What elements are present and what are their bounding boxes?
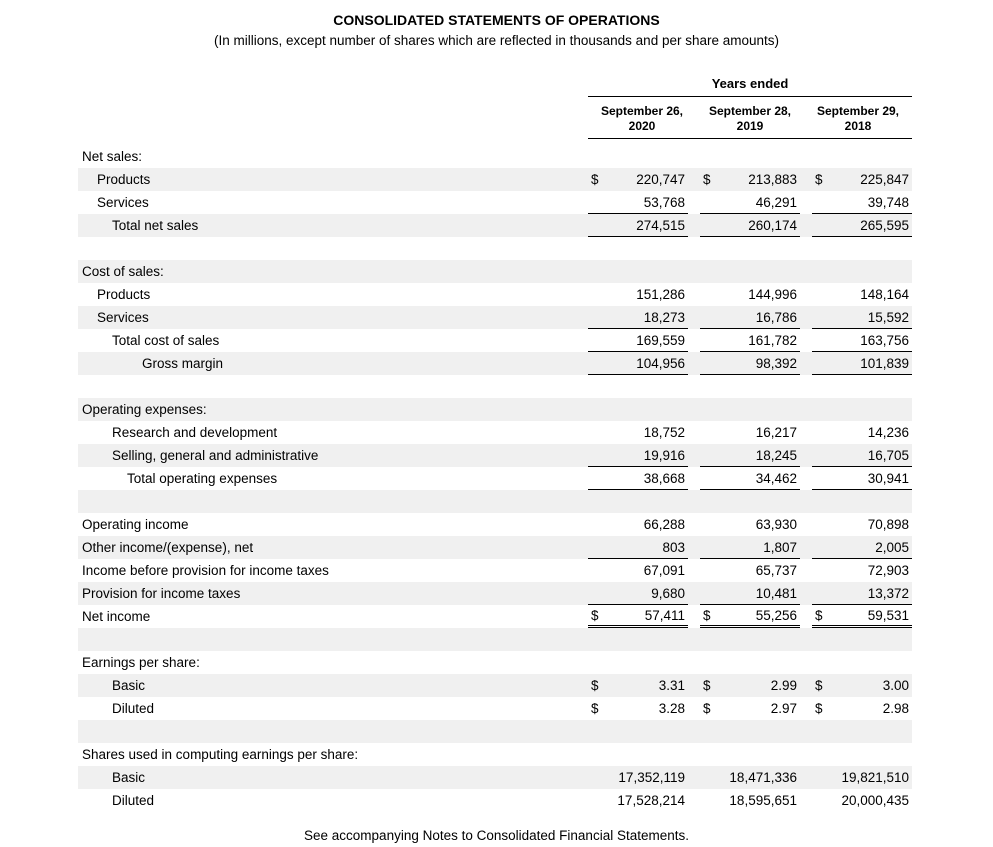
cell-value: 2.97 bbox=[770, 701, 797, 716]
cell-value: 57,411 bbox=[644, 607, 685, 623]
cell-value: 18,471,336 bbox=[729, 770, 797, 785]
table-row bbox=[78, 674, 912, 697]
currency-symbol: $ bbox=[815, 701, 823, 716]
value-cell bbox=[688, 214, 800, 237]
spacer-row bbox=[78, 490, 912, 513]
row-label-cell bbox=[78, 743, 576, 766]
value-cell bbox=[576, 260, 688, 283]
table-row bbox=[78, 559, 912, 582]
cell-value: 65,737 bbox=[755, 563, 797, 578]
row-label-cell bbox=[78, 260, 576, 283]
value-cell bbox=[576, 582, 688, 605]
value-cell bbox=[688, 490, 800, 513]
value-cell bbox=[576, 536, 688, 559]
row-label-cell bbox=[78, 628, 576, 651]
cell-value: 3.28 bbox=[658, 701, 685, 716]
value-cell bbox=[800, 306, 912, 329]
value-cell bbox=[688, 444, 800, 467]
cell-value: 225,847 bbox=[860, 172, 910, 187]
cell-value: 20,000,435 bbox=[841, 793, 910, 808]
currency-symbol: $ bbox=[703, 607, 711, 623]
cell-value: 169,559 bbox=[636, 332, 685, 348]
table-row bbox=[78, 605, 912, 628]
row-label-cell bbox=[78, 352, 576, 375]
row-label-cell bbox=[78, 237, 576, 260]
column-header-year: 2018 bbox=[844, 119, 872, 133]
currency-symbol: $ bbox=[815, 607, 823, 623]
row-label-cell bbox=[78, 697, 576, 720]
row-label-cell bbox=[78, 536, 576, 559]
row-label-cell bbox=[78, 720, 576, 743]
cell-value: 17,528,214 bbox=[617, 793, 685, 808]
value-cell bbox=[688, 651, 800, 674]
row-label: Income before provision for income taxes bbox=[82, 563, 329, 578]
value-cell bbox=[688, 329, 800, 352]
table-row bbox=[78, 536, 912, 559]
value-cell bbox=[576, 283, 688, 306]
table-row bbox=[78, 283, 912, 306]
header-spacer-cell bbox=[78, 97, 576, 145]
value-cell bbox=[576, 720, 688, 743]
table-row bbox=[78, 444, 912, 467]
spacer-row bbox=[78, 720, 912, 743]
value-cell bbox=[576, 743, 688, 766]
value-cell bbox=[688, 467, 800, 490]
table-row bbox=[78, 352, 912, 375]
row-label: Earnings per share: bbox=[82, 655, 200, 670]
row-label-cell bbox=[78, 651, 576, 674]
cell-value: 213,883 bbox=[748, 172, 797, 187]
cell-value: 39,748 bbox=[867, 194, 910, 210]
value-cell bbox=[688, 582, 800, 605]
value-cell bbox=[688, 237, 800, 260]
cell-value: 63,930 bbox=[755, 517, 797, 532]
value-cell bbox=[800, 490, 912, 513]
currency-symbol: $ bbox=[815, 172, 823, 187]
row-label: Total operating expenses bbox=[127, 471, 278, 486]
cell-value: 34,462 bbox=[755, 470, 797, 486]
cell-value: 18,273 bbox=[643, 309, 685, 325]
cell-value: 66,288 bbox=[643, 517, 685, 532]
value-cell bbox=[576, 766, 688, 789]
value-cell bbox=[800, 651, 912, 674]
value-cell bbox=[800, 628, 912, 651]
cell-value: 2.99 bbox=[770, 678, 797, 693]
currency-symbol: $ bbox=[591, 172, 599, 187]
value-cell bbox=[576, 444, 688, 467]
cell-value: 265,595 bbox=[860, 217, 910, 233]
cell-value: 55,256 bbox=[755, 607, 797, 623]
currency-symbol: $ bbox=[591, 607, 599, 623]
value-cell bbox=[800, 536, 912, 559]
table-row bbox=[78, 766, 912, 789]
value-cell bbox=[800, 145, 912, 168]
cell-value: 18,595,651 bbox=[729, 793, 797, 808]
spacer-row bbox=[78, 628, 912, 651]
value-cell bbox=[576, 145, 688, 168]
document-subtitle: (In millions, except number of shares which are reflected in thousands and per share amounts) bbox=[213, 33, 780, 48]
value-cell bbox=[800, 582, 912, 605]
row-label: Operating expenses: bbox=[82, 402, 207, 417]
value-cell bbox=[688, 375, 800, 398]
row-label-cell bbox=[78, 605, 576, 628]
row-label: Products bbox=[97, 287, 151, 302]
value-cell bbox=[688, 513, 800, 536]
cell-value: 72,903 bbox=[867, 563, 910, 578]
table-row bbox=[78, 329, 912, 352]
spacer-row bbox=[78, 237, 912, 260]
table-row bbox=[78, 697, 912, 720]
column-header-year: 2019 bbox=[736, 119, 764, 133]
row-label: Cost of sales: bbox=[82, 264, 164, 279]
period-header-cell bbox=[576, 74, 912, 97]
row-label: Selling, general and administrative bbox=[112, 448, 319, 463]
table-row bbox=[78, 306, 912, 329]
column-header-date: September 26, bbox=[600, 104, 684, 118]
value-cell bbox=[688, 398, 800, 421]
column-headers-group bbox=[588, 97, 912, 139]
value-cell bbox=[688, 789, 800, 812]
value-cell bbox=[576, 421, 688, 444]
value-cell bbox=[576, 398, 688, 421]
currency-symbol: $ bbox=[591, 678, 599, 693]
column-header-fy2020 bbox=[588, 104, 696, 134]
table-row bbox=[78, 421, 912, 444]
row-label-cell bbox=[78, 421, 576, 444]
value-cell bbox=[688, 191, 800, 214]
table-row bbox=[78, 513, 912, 536]
value-cell bbox=[576, 306, 688, 329]
document-footer bbox=[0, 828, 993, 843]
currency-symbol: $ bbox=[703, 678, 711, 693]
value-cell bbox=[688, 697, 800, 720]
value-cell bbox=[576, 490, 688, 513]
column-header-row bbox=[78, 97, 912, 145]
value-cell bbox=[688, 145, 800, 168]
value-cell bbox=[800, 697, 912, 720]
cell-value: 19,916 bbox=[643, 447, 685, 463]
value-cell bbox=[688, 283, 800, 306]
value-cell bbox=[688, 421, 800, 444]
value-cell bbox=[688, 720, 800, 743]
column-header-year: 2020 bbox=[628, 119, 656, 133]
cell-value: 30,941 bbox=[867, 470, 910, 486]
value-cell bbox=[688, 352, 800, 375]
cell-value: 53,768 bbox=[643, 194, 685, 210]
spacer-row bbox=[78, 375, 912, 398]
column-header-date: September 28, bbox=[708, 104, 792, 118]
value-cell bbox=[576, 789, 688, 812]
value-cell bbox=[800, 720, 912, 743]
value-cell bbox=[800, 444, 912, 467]
table-row bbox=[78, 191, 912, 214]
row-label-cell bbox=[78, 375, 576, 398]
value-cell bbox=[800, 766, 912, 789]
row-label: Operating income bbox=[82, 517, 189, 532]
cell-value: 70,898 bbox=[867, 517, 910, 532]
value-cell bbox=[576, 329, 688, 352]
footer-note: See accompanying Notes to Consolidated Financial Statements. bbox=[304, 828, 689, 843]
currency-symbol: $ bbox=[591, 701, 599, 716]
row-label-cell bbox=[78, 145, 576, 168]
row-label-cell bbox=[78, 329, 576, 352]
value-cell bbox=[576, 513, 688, 536]
cell-value: 16,786 bbox=[755, 309, 797, 325]
value-cell bbox=[576, 628, 688, 651]
row-label-cell bbox=[78, 283, 576, 306]
value-cell bbox=[800, 513, 912, 536]
value-cell bbox=[576, 674, 688, 697]
value-cell bbox=[688, 306, 800, 329]
cell-value: 1,807 bbox=[763, 539, 797, 555]
section-row bbox=[78, 743, 912, 766]
value-cell bbox=[688, 628, 800, 651]
row-label: Shares used in computing earnings per share: bbox=[82, 747, 359, 762]
value-cell bbox=[800, 743, 912, 766]
value-cell bbox=[800, 214, 912, 237]
statement-table bbox=[78, 74, 912, 812]
value-cell bbox=[688, 743, 800, 766]
currency-symbol: $ bbox=[703, 172, 711, 187]
value-cell bbox=[800, 467, 912, 490]
value-cell bbox=[800, 329, 912, 352]
table-row bbox=[78, 582, 912, 605]
value-cell bbox=[800, 168, 912, 191]
value-cell bbox=[800, 398, 912, 421]
value-cell bbox=[576, 605, 688, 628]
cell-value: 17,352,119 bbox=[618, 770, 685, 785]
row-label-cell bbox=[78, 444, 576, 467]
cell-value: 151,286 bbox=[636, 287, 685, 302]
value-cell bbox=[688, 260, 800, 283]
row-label: Total cost of sales bbox=[112, 333, 220, 348]
period-header-label: Years ended bbox=[588, 76, 912, 97]
value-cell bbox=[576, 237, 688, 260]
row-label: Provision for income taxes bbox=[82, 586, 241, 601]
cell-value: 10,481 bbox=[755, 585, 797, 601]
row-label: Diluted bbox=[112, 701, 155, 716]
table-row bbox=[78, 214, 912, 237]
row-label-cell bbox=[78, 214, 576, 237]
header-spacer-cell bbox=[78, 74, 576, 97]
value-cell bbox=[800, 789, 912, 812]
value-cell bbox=[800, 674, 912, 697]
cell-value: 3.00 bbox=[882, 678, 910, 693]
value-cell bbox=[576, 559, 688, 582]
row-label: Services bbox=[97, 195, 149, 210]
cell-value: 163,756 bbox=[860, 332, 910, 348]
value-cell bbox=[576, 168, 688, 191]
value-cell bbox=[800, 605, 912, 628]
value-cell bbox=[800, 375, 912, 398]
cell-value: 15,592 bbox=[867, 309, 910, 325]
cell-value: 3.31 bbox=[658, 678, 685, 693]
row-label-cell bbox=[78, 490, 576, 513]
cell-value: 13,372 bbox=[867, 585, 910, 601]
row-label-cell bbox=[78, 168, 576, 191]
section-row bbox=[78, 651, 912, 674]
cell-value: 803 bbox=[662, 539, 685, 555]
value-cell bbox=[576, 697, 688, 720]
value-cell bbox=[576, 191, 688, 214]
row-label: Net sales: bbox=[82, 149, 143, 164]
cell-value: 2,005 bbox=[875, 539, 910, 555]
column-headers-cell bbox=[576, 97, 912, 145]
value-cell bbox=[688, 674, 800, 697]
cell-value: 16,705 bbox=[867, 447, 910, 463]
value-cell bbox=[576, 214, 688, 237]
row-label: Services bbox=[97, 310, 149, 325]
cell-value: 67,091 bbox=[643, 563, 685, 578]
currency-symbol: $ bbox=[815, 678, 823, 693]
cell-value: 18,245 bbox=[755, 447, 797, 463]
cell-value: 161,782 bbox=[748, 332, 797, 348]
cell-value: 18,752 bbox=[643, 425, 685, 440]
cell-value: 38,668 bbox=[643, 470, 685, 486]
row-label: Gross margin bbox=[142, 356, 224, 371]
cell-value: 101,839 bbox=[860, 355, 910, 371]
row-label: Diluted bbox=[112, 793, 155, 808]
table-row bbox=[78, 789, 912, 812]
row-label-cell bbox=[78, 513, 576, 536]
row-label: Net income bbox=[82, 609, 151, 624]
cell-value: 274,515 bbox=[636, 217, 685, 233]
row-label: Total net sales bbox=[112, 218, 199, 233]
row-label-cell bbox=[78, 306, 576, 329]
cell-value: 104,956 bbox=[636, 355, 685, 371]
value-cell bbox=[576, 651, 688, 674]
section-row bbox=[78, 145, 912, 168]
row-label: Other income/(expense), net bbox=[82, 540, 254, 555]
row-label-cell bbox=[78, 467, 576, 490]
table-row bbox=[78, 467, 912, 490]
cell-value: 220,747 bbox=[636, 172, 685, 187]
cell-value: 98,392 bbox=[755, 355, 797, 371]
value-cell bbox=[800, 559, 912, 582]
row-label-cell bbox=[78, 674, 576, 697]
value-cell bbox=[800, 260, 912, 283]
row-label: Basic bbox=[112, 770, 146, 785]
statement-table-body bbox=[78, 145, 912, 812]
value-cell bbox=[576, 352, 688, 375]
cell-value: 14,236 bbox=[867, 425, 910, 440]
row-label-cell bbox=[78, 766, 576, 789]
row-label-cell bbox=[78, 789, 576, 812]
cell-value: 46,291 bbox=[755, 194, 797, 210]
document-header bbox=[0, 0, 993, 48]
value-cell bbox=[800, 421, 912, 444]
row-label: Research and development bbox=[112, 425, 278, 440]
value-cell bbox=[800, 283, 912, 306]
cell-value: 144,996 bbox=[748, 287, 797, 302]
row-label-cell bbox=[78, 559, 576, 582]
row-label-cell bbox=[78, 191, 576, 214]
section-row bbox=[78, 260, 912, 283]
value-cell bbox=[576, 375, 688, 398]
cell-value: 148,164 bbox=[860, 287, 910, 302]
value-cell bbox=[576, 467, 688, 490]
value-cell bbox=[688, 168, 800, 191]
column-header-date: September 29, bbox=[816, 104, 900, 118]
cell-value: 59,531 bbox=[867, 607, 910, 623]
row-label: Products bbox=[97, 172, 151, 187]
table-row bbox=[78, 168, 912, 191]
value-cell bbox=[800, 191, 912, 214]
row-label: Basic bbox=[112, 678, 146, 693]
cell-value: 19,821,510 bbox=[841, 770, 910, 785]
value-cell bbox=[688, 605, 800, 628]
cell-value: 260,174 bbox=[748, 217, 797, 233]
section-row bbox=[78, 398, 912, 421]
value-cell bbox=[688, 766, 800, 789]
value-cell bbox=[800, 352, 912, 375]
document-title: CONSOLIDATED STATEMENTS OF OPERATIONS bbox=[333, 12, 660, 28]
cell-value: 9,680 bbox=[651, 585, 685, 601]
currency-symbol: $ bbox=[703, 701, 711, 716]
period-header-row bbox=[78, 74, 912, 97]
column-header-fy2018 bbox=[804, 104, 912, 134]
cell-value: 16,217 bbox=[755, 425, 797, 440]
cell-value: 2.98 bbox=[882, 701, 910, 716]
row-label-cell bbox=[78, 582, 576, 605]
column-header-fy2019 bbox=[696, 104, 804, 134]
value-cell bbox=[800, 237, 912, 260]
value-cell bbox=[688, 559, 800, 582]
row-label-cell bbox=[78, 398, 576, 421]
value-cell bbox=[688, 536, 800, 559]
